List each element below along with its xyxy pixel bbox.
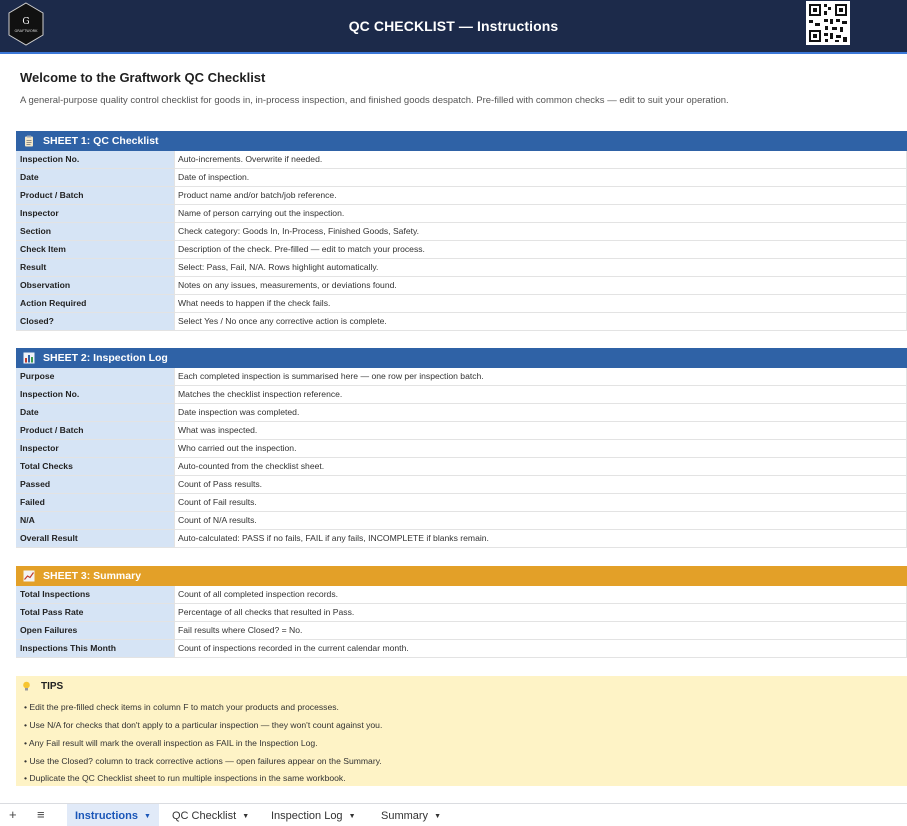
table-row xyxy=(16,241,907,259)
table-row xyxy=(16,530,907,548)
tips-box xyxy=(16,676,907,786)
row-key: Inspector xyxy=(16,440,175,457)
section-inspection-log xyxy=(16,348,907,548)
row-key: Inspection No. xyxy=(16,151,175,168)
table-row xyxy=(16,205,907,223)
row-key: Inspector xyxy=(16,205,175,222)
row-value: Check category: Goods In, In-Process, Finished Goods, Safety. xyxy=(175,223,907,240)
table-row xyxy=(16,604,907,622)
lightbulb-icon xyxy=(22,681,31,692)
row-value: Auto-calculated: PASS if no fails, FAIL if any fails, INCOMPLETE if blanks remain. xyxy=(175,530,907,547)
tab-summary[interactable] xyxy=(373,804,449,826)
table-row xyxy=(16,586,907,604)
row-value: Count of all completed inspection records. xyxy=(175,586,907,603)
row-key: Overall Result xyxy=(16,530,175,547)
table-row xyxy=(16,313,907,331)
row-key: Product / Batch xyxy=(16,422,175,439)
svg-text:GRAFTWORK: GRAFTWORK xyxy=(14,29,38,33)
row-value: Auto-counted from the checklist sheet. xyxy=(175,458,907,475)
table-row xyxy=(16,440,907,458)
row-key: Open Failures xyxy=(16,622,175,639)
row-key: Product / Batch xyxy=(16,187,175,204)
section-title: SHEET 1: QC Checklist xyxy=(43,135,159,147)
tips-header xyxy=(22,681,63,692)
svg-text:G: G xyxy=(22,17,30,27)
table-row xyxy=(16,512,907,530)
row-value: Date of inspection. xyxy=(175,169,907,186)
tip-item: • Edit the pre-filled check items in column F to match your products and processes. xyxy=(24,702,339,712)
tab-instructions[interactable] xyxy=(67,804,159,826)
page-title: QC CHECKLIST — Instructions xyxy=(348,18,559,34)
table-row xyxy=(16,223,907,241)
caret-down-icon: ▼ xyxy=(242,813,250,820)
table-row xyxy=(16,151,907,169)
row-value: Name of person carrying out the inspection. xyxy=(175,205,907,222)
table-row xyxy=(16,386,907,404)
caret-down-icon: ▼ xyxy=(143,813,151,820)
row-key: Inspections This Month xyxy=(16,640,175,657)
row-value: Count of Fail results. xyxy=(175,494,907,511)
trend-chart-icon xyxy=(23,570,35,582)
table-row xyxy=(16,494,907,512)
tab-label: QC Checklist xyxy=(172,810,237,822)
tab-qc-checklist[interactable] xyxy=(164,804,257,826)
row-key: Total Checks xyxy=(16,458,175,475)
row-value: Auto-increments. Overwrite if needed. xyxy=(175,151,907,168)
table-row xyxy=(16,169,907,187)
intro-description: A general-purpose quality control checklist for goods in, in-process inspection, and finished goods despatch. Pre-filled with common checks — edit to suit your operation. xyxy=(20,95,729,106)
row-value: Who carried out the inspection. xyxy=(175,440,907,457)
tip-item: • Use the Closed? column to track corrective actions — open failures appear on the Summary. xyxy=(24,756,382,766)
row-value: Fail results where Closed? = No. xyxy=(175,622,907,639)
table-row xyxy=(16,368,907,386)
clipboard-icon xyxy=(23,135,35,147)
all-sheets-menu-button[interactable]: ≡ xyxy=(37,807,45,822)
row-key: Passed xyxy=(16,476,175,493)
row-key: Total Inspections xyxy=(16,586,175,603)
row-key: Closed? xyxy=(16,313,175,330)
row-key: Observation xyxy=(16,277,175,294)
row-value: Select Yes / No once any corrective action is complete. xyxy=(175,313,907,330)
tab-label: Instructions xyxy=(75,810,138,822)
row-value: Notes on any issues, measurements, or deviations found. xyxy=(175,277,907,294)
row-key: Failed xyxy=(16,494,175,511)
row-key: Purpose xyxy=(16,368,175,385)
tips-title: TIPS xyxy=(41,681,64,692)
row-value: What was inspected. xyxy=(175,422,907,439)
table-row xyxy=(16,187,907,205)
row-key: Check Item xyxy=(16,241,175,258)
tip-item: • Any Fail result will mark the overall inspection as FAIL in the Inspection Log. xyxy=(24,738,318,748)
tip-item: • Use N/A for checks that don't apply to a particular inspection — they won't count against you. xyxy=(24,720,383,730)
row-key: Section xyxy=(16,223,175,240)
qr-code-icon xyxy=(806,1,850,45)
table-row xyxy=(16,458,907,476)
tab-label: Summary xyxy=(381,810,429,822)
table-row xyxy=(16,622,907,640)
tip-item: • Duplicate the QC Checklist sheet to run multiple inspections in the same workbook. xyxy=(24,773,346,783)
row-key: Date xyxy=(16,404,175,421)
section-title: SHEET 2: Inspection Log xyxy=(43,352,168,364)
row-value: Date inspection was completed. xyxy=(175,404,907,421)
table-row xyxy=(16,422,907,440)
row-key: N/A xyxy=(16,512,175,529)
row-value: Description of the check. Pre-filled — edit to match your process. xyxy=(175,241,907,258)
row-value: Select: Pass, Fail, N/A. Rows highlight automatically. xyxy=(175,259,907,276)
add-sheet-button[interactable]: + xyxy=(9,807,17,822)
caret-down-icon: ▼ xyxy=(434,813,441,820)
row-value: Matches the checklist inspection reference. xyxy=(175,386,907,403)
row-value: Percentage of all checks that resulted in Pass. xyxy=(175,604,907,621)
sheet-header xyxy=(0,0,907,54)
sheet-tab-bar xyxy=(0,803,907,826)
row-key: Result xyxy=(16,259,175,276)
section-title: SHEET 3: Summary xyxy=(43,570,142,582)
row-value: Count of inspections recorded in the current calendar month. xyxy=(175,640,907,657)
section-header xyxy=(16,348,907,368)
row-value: Count of Pass results. xyxy=(175,476,907,493)
row-key: Total Pass Rate xyxy=(16,604,175,621)
section-summary xyxy=(16,566,907,658)
caret-down-icon: ▼ xyxy=(348,813,356,820)
section-qc-checklist xyxy=(16,131,907,331)
table-row xyxy=(16,404,907,422)
table-row xyxy=(16,259,907,277)
table-row xyxy=(16,295,907,313)
table-row xyxy=(16,277,907,295)
tab-inspection-log[interactable] xyxy=(263,804,364,826)
row-value: Each completed inspection is summarised here — one row per inspection batch. xyxy=(175,368,907,385)
row-value: What needs to happen if the check fails. xyxy=(175,295,907,312)
row-key: Inspection No. xyxy=(16,386,175,403)
instructions-content xyxy=(0,56,907,796)
section-header xyxy=(16,131,907,151)
welcome-heading: Welcome to the Graftwork QC Checklist xyxy=(20,70,266,85)
row-key: Action Required xyxy=(16,295,175,312)
table-row xyxy=(16,476,907,494)
table-row xyxy=(16,640,907,658)
row-value: Product name and/or batch/job reference. xyxy=(175,187,907,204)
section-header xyxy=(16,566,907,586)
row-key: Date xyxy=(16,169,175,186)
row-value: Count of N/A results. xyxy=(175,512,907,529)
tab-label: Inspection Log xyxy=(271,810,343,822)
bar-chart-icon xyxy=(23,352,35,364)
